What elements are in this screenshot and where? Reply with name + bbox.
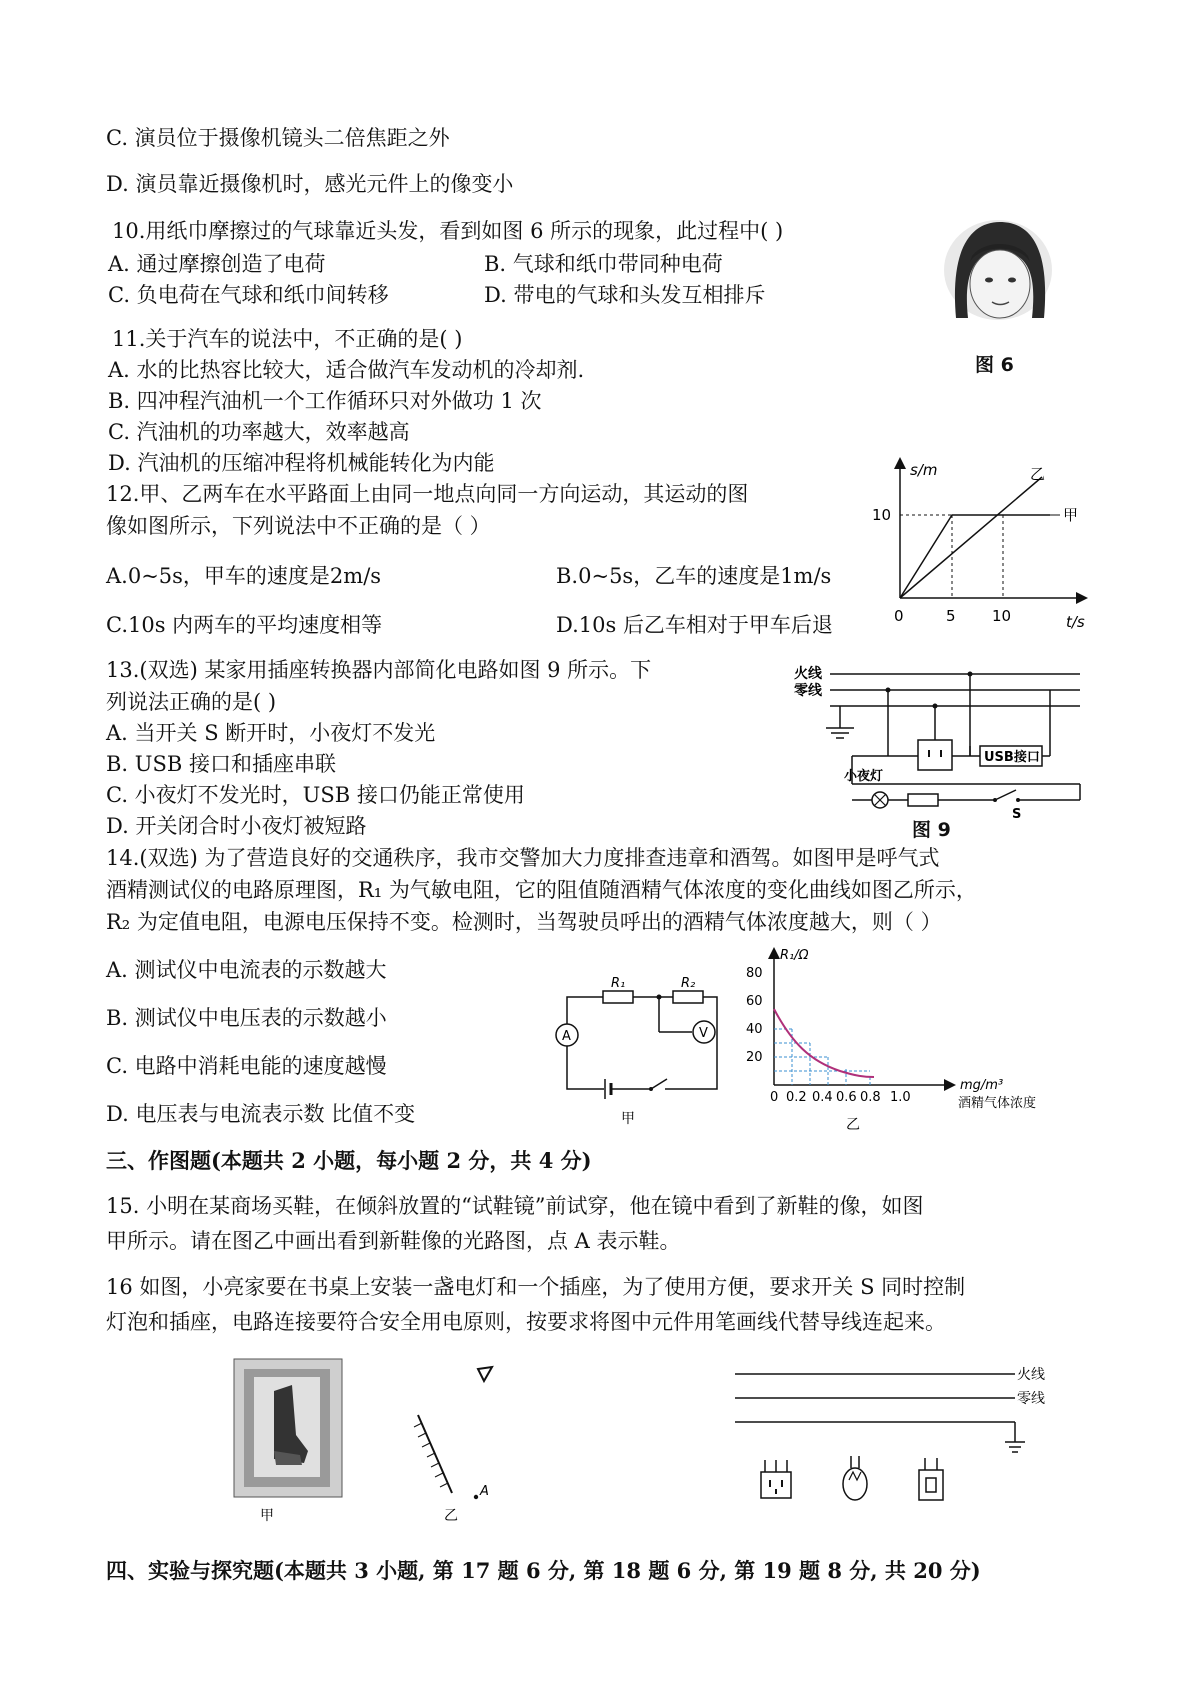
graph-x-tick-06: 0.6 [836, 1090, 857, 1105]
q10-option-d: D. 带电的气球和头发互相排斥 [484, 283, 766, 307]
mirror-caption: 乙 [444, 1508, 458, 1524]
q10-option-c: C. 负电荷在气球和纸巾间转移 [108, 283, 389, 307]
graph-x-tick-0: 0 [770, 1090, 779, 1105]
q13-option-c: C. 小夜灯不发光时，USB 接口仍能正常使用 [106, 783, 525, 807]
q14-stem-line2: 酒精测试仪的电路原理图，R₁ 为气敏电阻，它的阻值随酒精气体浓度的变化曲线如图乙所示， [106, 878, 977, 902]
fig9-switch [995, 790, 1016, 800]
q16-line1: 16 如图，小亮家要在书桌上安装一盏电灯和一个插座，为了使用方便，要求开关 S 同时控制 [106, 1275, 966, 1299]
light-bulb-icon [843, 1468, 867, 1500]
fig9-neutral-label: 零线 [794, 683, 822, 699]
q9-option-d: D. 演员靠近摄像机时，感光元件上的像变小 [106, 172, 514, 196]
q10-option-b: B. 气球和纸巾带同种电荷 [484, 252, 723, 276]
q11-stem: 11.关于汽车的说法中，不正确的是( ) [112, 327, 463, 351]
fig9-lamp-label: 小夜灯 [844, 769, 884, 784]
shoe-mirror-photo [230, 1355, 350, 1525]
st-x-label: t/s [1066, 613, 1085, 631]
q14-option-c: C. 电路中消耗电能的速度越慢 [106, 1054, 387, 1078]
q11-option-c: C. 汽油机的功率越大，效率越高 [108, 420, 410, 444]
mirror-diagram [400, 1355, 520, 1525]
fig9-caption: 图 9 [912, 819, 951, 841]
q10-option-a: A. 通过摩擦创造了电荷 [108, 252, 326, 276]
section3-heading: 三、作图题(本题共 2 小题，每小题 2 分，共 4 分) [106, 1148, 592, 1173]
section4-heading: 四、实验与探究题(本题共 3 小题, 第 17 题 6 分, 第 18 题 6 分, 第 19 题 8 分, 共 20 分) [106, 1558, 981, 1583]
q16-line2: 灯泡和插座，电路连接要符合安全用电原则，按要求将图中元件用笔画线代替导线连起来。 [106, 1310, 946, 1334]
fig6-caption: 图 6 [975, 354, 1014, 376]
girl-balloon-illustration [920, 210, 1070, 335]
circuit-r2 [673, 991, 703, 1003]
eye-icon [478, 1367, 492, 1381]
q13-stem-line1: 13.(双选) 某家用插座转换器内部简化电路如图 9 所示。下 [106, 658, 652, 682]
st-label-yi: 乙 [1030, 465, 1046, 483]
st-x-tick-5: 5 [946, 607, 956, 625]
point-a [474, 1495, 478, 1499]
q12-stem-line2: 像如图所示，下列说法中不正确的是（ ） [106, 514, 491, 538]
q12-option-c: C.10s 内两车的平均速度相等 [106, 613, 383, 637]
circuit-r1-label: R₁ [611, 976, 626, 991]
graph-x-tick-04: 0.4 [812, 1090, 833, 1105]
live-wire-label: 火线 [1017, 1367, 1045, 1383]
q12-option-d: D.10s 后乙车相对于甲车后退 [556, 613, 833, 637]
q9-option-c: C. 演员位于摄像机镜头二倍焦距之外 [106, 126, 450, 150]
graph-y-tick-40: 40 [746, 1022, 763, 1037]
circuit-r2-label: R₂ [681, 976, 696, 991]
st-x-tick-0: 0 [894, 607, 904, 625]
q13-option-a: A. 当开关 S 断开时，小夜灯不发光 [106, 721, 436, 745]
q11-option-a: A. 水的比热容比较大，适合做汽车发动机的冷却剂. [108, 358, 585, 382]
graph-caption: 乙 [846, 1117, 860, 1133]
graph-y-tick-80: 80 [746, 966, 763, 981]
st-y-label: s/m [910, 461, 938, 479]
q14-stem-line3: R₂ 为定值电阻，电源电压保持不变。检测时，当驾驶员呼出的酒精气体浓度越大，则（ ） [106, 910, 942, 934]
q15-line2: 甲所示。请在图乙中画出看到新鞋像的光路图，点 A 表示鞋。 [106, 1229, 681, 1253]
q11-option-b: B. 四冲程汽油机一个工作循环只对外做功 1 次 [108, 389, 542, 413]
fig9-usb-label: USB接口 [984, 750, 1040, 765]
circuit-voltmeter-label: V [699, 1026, 708, 1041]
q12-option-b: B.0~5s，乙车的速度是1m/s [556, 564, 832, 588]
q12-option-a: A.0~5s，甲车的速度是2m/s [106, 564, 382, 588]
st-line-jia [900, 515, 1050, 598]
st-line-yi [900, 477, 1042, 598]
neutral-wire-label: 零线 [1017, 1391, 1045, 1407]
fig9-live-label: 火线 [794, 666, 822, 682]
st-x-tick-10: 10 [992, 607, 1012, 625]
graph-y-tick-20: 20 [746, 1050, 763, 1065]
circuit-caption: 甲 [621, 1111, 635, 1127]
q13-stem-line2: 列说法正确的是( ) [106, 690, 277, 714]
q11-option-d: D. 汽油机的压缩冲程将机械能转化为内能 [108, 451, 495, 475]
point-a-label: A [480, 1484, 489, 1499]
graph-y-tick-60: 60 [746, 994, 763, 1009]
q13-option-b: B. USB 接口和插座串联 [106, 752, 336, 776]
household-wiring-diagram [725, 1360, 1055, 1510]
q14-option-d: D. 电压表与电流表示数 比值不变 [106, 1102, 416, 1126]
q14-option-a: A. 测试仪中电流表的示数越大 [106, 958, 387, 982]
graph-x-tick-10: 1.0 [890, 1090, 911, 1105]
breathalyzer-circuit [555, 975, 730, 1130]
q14-stem-line1: 14.(双选) 为了营造良好的交通秩序，我市交警加大力度排查违章和酒驾。如图甲是呼气式 [106, 846, 940, 870]
st-y-tick-10: 10 [872, 506, 892, 524]
st-graph [860, 455, 1100, 635]
graph-x-label: 酒精气体浓度 [958, 1096, 1037, 1111]
graph-x-tick-02: 0.2 [786, 1090, 807, 1105]
circuit-ammeter-label: A [562, 1029, 571, 1044]
r1-concentration-graph [740, 945, 1070, 1135]
q14-option-b: B. 测试仪中电压表的示数越小 [106, 1006, 387, 1030]
q13-option-d: D. 开关闭合时小夜灯被短路 [106, 814, 367, 838]
three-pin-socket-icon [761, 1472, 791, 1498]
fig9-socket [918, 740, 952, 770]
graph-y-label: R₁/Ω [780, 948, 809, 963]
photo-caption: 甲 [260, 1508, 274, 1524]
graph-x-unit: mg/m³ [960, 1078, 1004, 1093]
inclined-mirror [418, 1415, 452, 1493]
st-label-jia: 甲 [1063, 506, 1079, 524]
q10-stem: 10.用纸巾摩擦过的气球靠近头发，看到如图 6 所示的现象，此过程中( ) [112, 219, 784, 243]
fig9-circuit [790, 660, 1090, 820]
circuit-r1 [603, 991, 633, 1003]
q15-line1: 15. 小明在某商场买鞋，在倾斜放置的“试鞋镜”前试穿，他在镜中看到了新鞋的像，如图 [106, 1194, 924, 1218]
graph-x-tick-08: 0.8 [860, 1090, 881, 1105]
q12-stem-line1: 12.甲、乙两车在水平路面上由同一地点向同一方向运动，其运动的图 [106, 482, 749, 506]
fig9-switch-label: S [1012, 807, 1022, 820]
